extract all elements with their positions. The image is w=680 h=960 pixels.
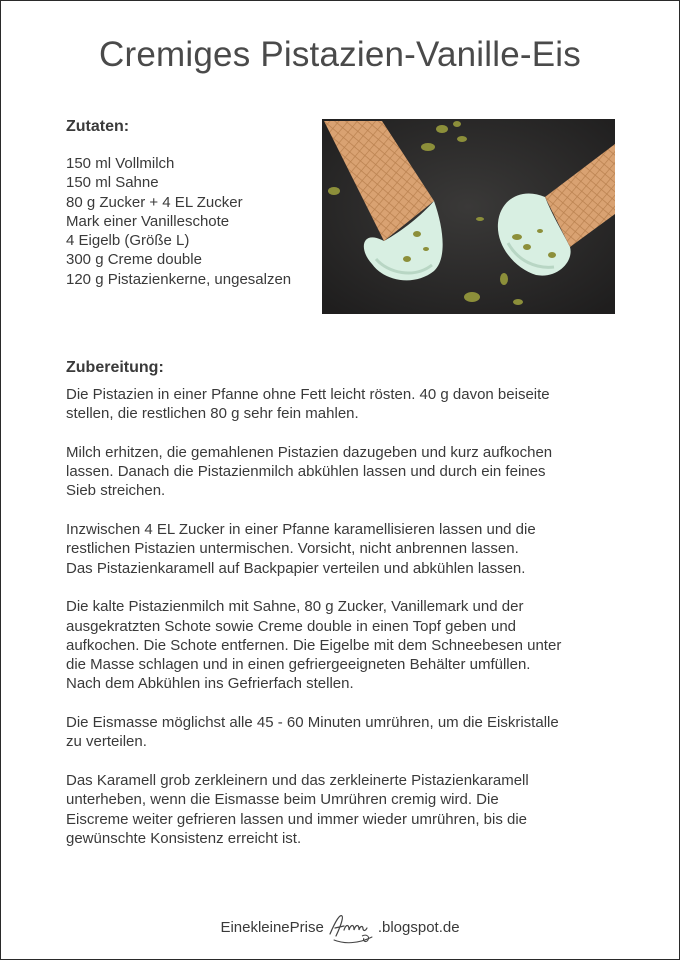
preparation-paragraph	[66, 443, 626, 501]
ingredient-item: 4 Eigelb (Größe L)	[66, 232, 190, 250]
preparation-heading: Zubereitung:	[66, 359, 164, 376]
text-line: unterheben, wenn die Eismasse beim Umrühren cremig wird. Die	[66, 791, 499, 809]
preparation-paragraph	[66, 385, 626, 424]
text-line: Das Karamell grob zerkleinern und das zerkleinerte Pistazienkaramell	[66, 771, 529, 789]
ingredient-item: 120 g Pistazienkerne, ungesalzen	[66, 270, 292, 288]
text-line: Inzwischen 4 EL Zucker in einer Pfanne karamellisieren lassen und die	[66, 521, 536, 539]
text-line: Das Pistazienkaramell auf Backpapier verteilen und abkühlen lassen.	[66, 559, 526, 577]
footer-blog-name: EinekleinePrise	[220, 918, 324, 936]
text-line: Eiscreme weiter gefrieren lassen und immer wieder umrühren, bis die	[66, 810, 528, 828]
text-line: Die kalte Pistazienmilch mit Sahne, 80 g Zucker, Vanillemark und der	[66, 598, 524, 616]
text-line: lassen. Danach die Pistazienmilch abkühlen lassen und durch ein feines	[66, 463, 546, 481]
ingredients-heading: Zutaten:	[66, 118, 130, 135]
ingredient-item: 80 g Zucker + 4 EL Zucker	[66, 193, 243, 211]
preparation-paragraph	[66, 771, 626, 848]
preparation-paragraph	[66, 713, 626, 752]
blog-footer	[1, 910, 679, 946]
signature-logo	[326, 910, 376, 946]
text-line: restlichen Pistazien untermischen. Vorsicht, nicht anbrennen lassen.	[66, 540, 519, 558]
ingredient-item: 150 ml Vollmilch	[66, 155, 175, 172]
text-line: zu verteilen.	[66, 733, 147, 751]
ingredient-item: Mark einer Vanilleschote	[66, 212, 230, 230]
ice-cream-photo	[322, 119, 615, 314]
text-line: stellen, die restlichen 80 g sehr fein mahlen.	[66, 405, 359, 423]
ingredients-list	[66, 154, 291, 289]
text-line: Nach dem Abkühlen ins Gefrierfach stellen.	[66, 675, 354, 693]
ice-cream-cones-illustration	[322, 119, 615, 314]
preparation-paragraph	[66, 520, 626, 578]
text-line: Die Eismasse möglichst alle 45 - 60 Minuten umrühren, um die Eiskristalle	[66, 714, 559, 732]
recipe-title: Cremiges Pistazien-Vanille-Eis	[99, 35, 581, 74]
text-line: aufkochen. Die Schote entfernen. Die Eigelbe mit dem Schneebesen unter	[66, 636, 562, 654]
text-line: gewünschte Konsistenz erreicht ist.	[66, 829, 302, 847]
preparation-text	[66, 385, 626, 867]
ingredient-item: 150 ml Sahne	[66, 174, 159, 192]
text-line: Die Pistazien in einer Pfanne ohne Fett leicht rösten. 40 g davon beiseite	[66, 386, 550, 403]
text-line: ausgekratzten Schote sowie Creme double in einen Topf geben und	[66, 617, 517, 635]
text-line: Milch erhitzen, die gemahlenen Pistazien dazugeben und kurz aufkochen	[66, 443, 553, 461]
ingredient-item: 300 g Creme double	[66, 251, 202, 269]
preparation-paragraph	[66, 597, 626, 693]
text-line: Sieb streichen.	[66, 482, 166, 500]
text-line: die Masse schlagen und in einen gefriergeeigneten Behälter umfüllen.	[66, 656, 531, 674]
footer-domain: .blogspot.de	[377, 918, 460, 936]
